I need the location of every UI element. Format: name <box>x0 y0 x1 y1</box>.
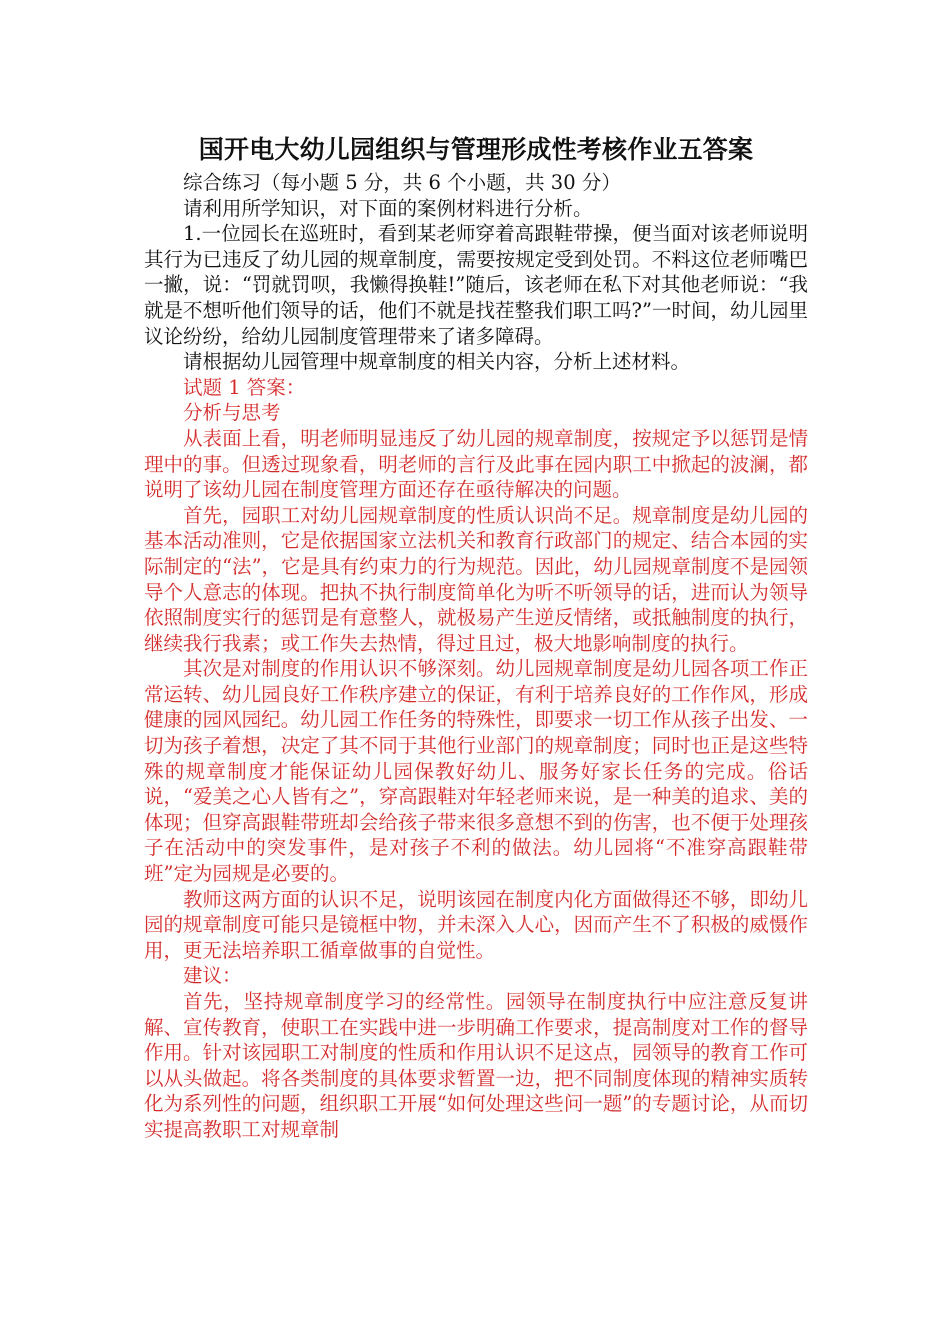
question-prompt: 请根据幼儿园管理中规章制度的相关内容，分析上述材料。 <box>183 350 691 374</box>
answer-paragraph: 其次是对制度的作用认识不够深刻。幼儿园规章制度是幼儿园各项工作正常运转、幼儿园良好工作秩序建立的保证，有利于培养良好的工作作风，形成健康的园风园纪。幼儿园工作任务的特殊性，即要求一切工作从孩子出发、一切为孩子着想，决定了其不同于其他行业部门的规章制度；同时也正是这些特殊的规章制度才能保证幼儿园保教好幼儿、服务好家长任务的完成。俗话说，“爱美之心人皆有之”，穿高跟鞋对年轻老师来说，是一种美的追求、美的体现；但穿高跟鞋带班却会给孩子带来很多意想不到的伤害，也不便于处理孩子在活动中的突发事件，是对孩子不利的做法。幼儿园将“不准穿高跟鞋带班”定为园规是必要的。 <box>144 657 808 886</box>
case-paragraph: 1.一位园长在巡班时，看到某老师穿着高跟鞋带操，便当面对该老师说明其行为已违反了幼儿园的规章制度，需要按规定受到处罚。不料这位老师嘴巴一撇，说：“罚就罚呗，我懒得换鞋!”随后，该老师在私下对其他老师说：“我就是不想听他们领导的话，他们不就是找茬整我们职工吗?”一时间，幼儿园里议论纷纷，给幼儿园制度管理带来了诸多障碍。 <box>144 222 808 348</box>
answer-heading: 试题 1 答案： <box>183 375 306 399</box>
answer-paragraph: 首先，园职工对幼儿园规章制度的性质认识尚不足。规章制度是幼儿园的基本活动准则，它是依据国家立法机关和教育行政部门的规定、结合本园的实际制定的“法”，它是具有约束力的行为规范。因此，幼儿园规章制度不是园领导个人意志的体现。把执不执行制度简单化为听不听领导的话，进而认为领导依照制度实行的惩罚是有意整人，就极易产生逆反情绪，或抵触制度的执行，继续我行我素；或工作失去热情，得过且过，极大地影响制度的执行。 <box>144 503 808 655</box>
answer-paragraph: 从表面上看，明老师明显违反了幼儿园的规章制度，按规定予以惩罚是情理中的事。但透过现象看，明老师的言行及此事在园内职工中掀起的波澜，都说明了该幼儿园在制度管理方面还存在亟待解决的问题。 <box>144 426 808 502</box>
answer-paragraph: 教师这两方面的认识不足，说明该园在制度内化方面做得还不够，即幼儿园的规章制度可能只是镜框中物，并未深入人心，因而产生不了积极的威慑作用，更无法培养职工循章做事的自觉性。 <box>144 887 808 962</box>
analysis-heading: 分析与思考 <box>183 401 281 425</box>
document-title: 国开电大幼儿园组织与管理形成性考核作业五答案 <box>198 135 754 164</box>
document-page <box>144 132 808 1143</box>
suggestion-heading: 建议： <box>183 964 242 988</box>
suggestion-paragraph: 首先，坚持规章制度学习的经常性。园领导在制度执行中应注意反复讲解、宣传教育，使职工在实践中进一步明确工作要求，提高制度对工作的督导作用。针对该园职工对制度的性质和作用认识不足这点，园领导的教育工作可以从头做起。将各类制度的具体要求暂置一边，把不同制度体现的精神实质转化为系列性的问题，组织职工开展“如何处理这些问一题”的专题讨论，从而切实提高教职工对规章制 <box>144 990 808 1141</box>
instruction-line: 请利用所学知识，对下面的案例材料进行分析。 <box>183 196 593 220</box>
exercise-line: 综合练习（每小题 5 分，共 6 个小题，共 30 分） <box>183 171 621 194</box>
